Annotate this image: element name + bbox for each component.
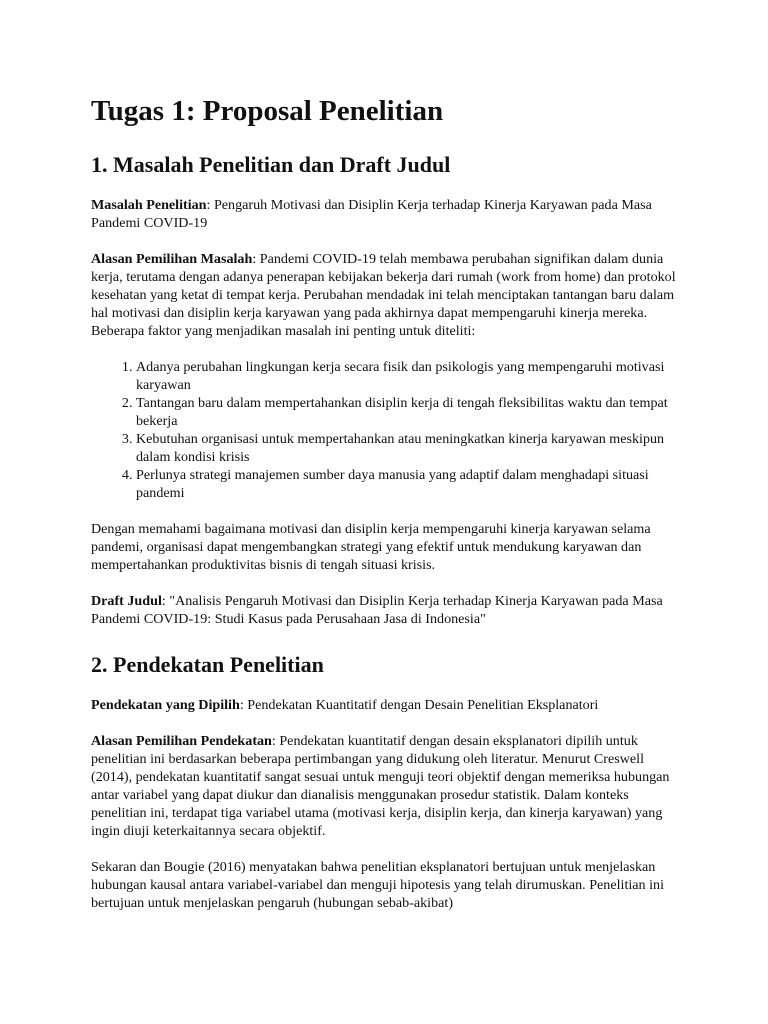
list-item: 1. Adanya perubahan lingkungan kerja secara fisik dan psikologis yang mempengaruhi motivasi karyawan bbox=[136, 358, 681, 394]
factor-list bbox=[91, 358, 681, 502]
section-2-heading: 2. Pendekatan Penelitian bbox=[91, 652, 324, 677]
alasan-masalah-label: Alasan Pemilihan Masalah bbox=[91, 251, 253, 267]
alasan-masalah-text: : Pandemi COVID-19 telah membawa perubahan signifikan dalam dunia kerja, terutama dengan adanya penerapan kebijakan bekerja dari rumah (work from home) dan protokol kesehatan yang ketat di tempat kerja. Perubahan mendadak ini telah menciptakan tantangan baru dalam hal motivasi dan disiplin kerja karyawan yang pada akhirnya dapat mempengaruhi kinerja mereka. Beberapa faktor yang menjadikan masalah ini penting untuk diteliti: bbox=[91, 251, 676, 339]
pendekatan-text: : Pendekatan Kuantitatif dengan Desain Penelitian Eksplanatori bbox=[239, 697, 599, 713]
pendekatan-paragraph bbox=[91, 696, 681, 714]
document-title: Tugas 1: Proposal Penelitian bbox=[91, 95, 444, 127]
document-page bbox=[91, 92, 681, 930]
sekaran-paragraph: Sekaran dan Bougie (2016) menyatakan bahwa penelitian eksplanatori bertujuan untuk menjelaskan hubungan kausal antara variabel-variabel dan menguji hipotesis yang telah dirumuskan. Penelitian ini bertujuan untuk menjelaskan pengaruh (hubungan sebab-akibat) bbox=[91, 859, 664, 911]
alasan-masalah-paragraph bbox=[91, 250, 681, 340]
alasan-pendekatan-text: : Pendekatan kuantitatif dengan desain eksplanatori dipilih untuk penelitian ini berdasarkan beberapa pertimbangan yang didukung oleh literatur. Menurut Creswell (2014), pendekatan kuantitatif sangat sesuai untuk menguji teori objektif dengan memeriksa hubungan antar variabel yang dapat diukur dan dianalisis menggunakan prosedur statistik. Dalam konteks penelitian ini, terdapat tiga variabel utama (motivasi kerja, disiplin kerja, dan kinerja karyawan) yang ingin diuji keterkaitannya secara objektif. bbox=[91, 733, 670, 839]
draft-judul-paragraph bbox=[91, 592, 681, 628]
masalah-label: Masalah Penelitian bbox=[91, 197, 207, 213]
draft-judul-label: Draft Judul bbox=[91, 593, 162, 609]
pendekatan-label: Pendekatan yang Dipilih bbox=[91, 697, 240, 713]
masalah-text: : Pengaruh Motivasi dan Disiplin Kerja terhadap Kinerja Karyawan pada Masa Pandemi COVID-19 bbox=[91, 197, 652, 231]
list-item: 3. Kebutuhan organisasi untuk mempertahankan atau meningkatkan kinerja karyawan meskipun dalam kondisi krisis bbox=[136, 430, 681, 466]
section-1-heading: 1. Masalah Penelitian dan Draft Judul bbox=[91, 152, 451, 177]
masalah-penelitian-paragraph bbox=[91, 196, 681, 232]
list-item: 4. Perlunya strategi manajemen sumber daya manusia yang adaptif dalam menghadapi situasi pandemi bbox=[136, 466, 681, 502]
list-item: 2. Tantangan baru dalam mempertahankan disiplin kerja di tengah fleksibilitas waktu dan tempat bekerja bbox=[136, 394, 681, 430]
conclusion-paragraph: Dengan memahami bagaimana motivasi dan disiplin kerja mempengaruhi kinerja karyawan selama pandemi, organisasi dapat mengembangkan strategi yang efektif untuk mendukung karyawan dan mempertahankan produktivitas bisnis di tengah situasi krisis. bbox=[91, 521, 651, 573]
alasan-pendekatan-paragraph bbox=[91, 732, 681, 840]
draft-judul-text: : "Analisis Pengaruh Motivasi dan Disiplin Kerja terhadap Kinerja Karyawan pada Masa Pandemi COVID-19: Studi Kasus pada Perusahaan Jasa di Indonesia" bbox=[91, 593, 663, 627]
alasan-pendekatan-label: Alasan Pemilihan Pendekatan bbox=[91, 733, 272, 749]
